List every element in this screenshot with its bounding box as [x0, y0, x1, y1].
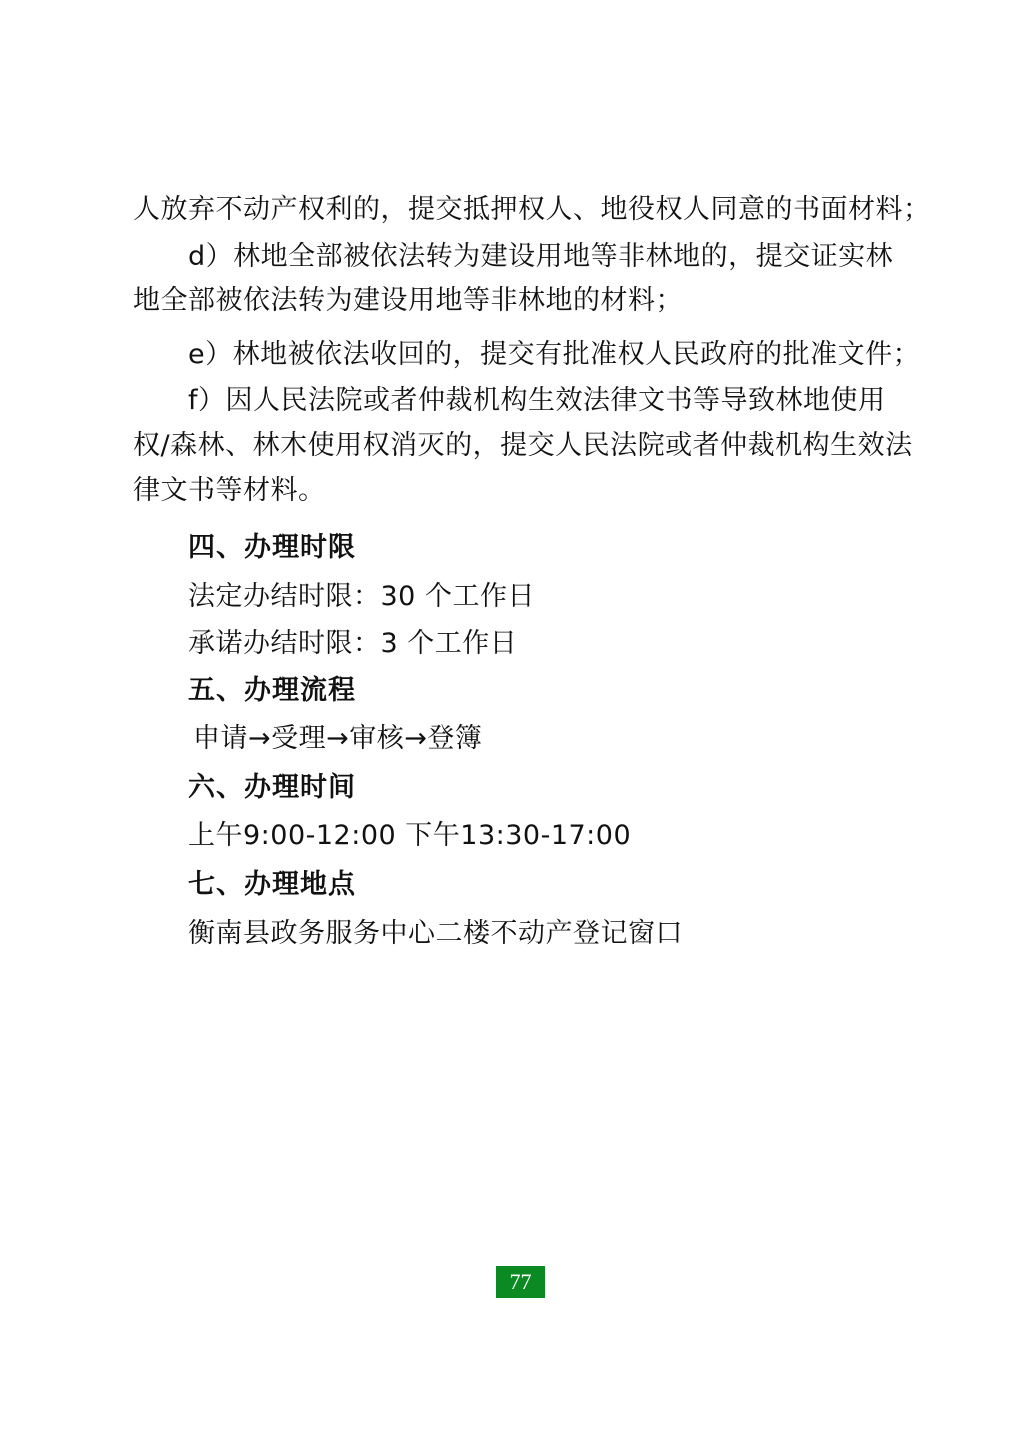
process-flow: 申请→受理→审核→登簿 — [193, 723, 483, 754]
section-heading-location: 七、办理地点 — [188, 869, 356, 900]
body-text-line: 人放弃不动产权利的，提交抵押权人、地役权人同意的书面材料； — [133, 194, 931, 225]
body-text-line: d）林地全部被依法转为建设用地等非林地的，提交证实林 — [188, 241, 894, 272]
body-text-line: e）林地被依法收回的，提交有批准权人民政府的批准文件； — [188, 339, 921, 370]
section-heading-hours: 六、办理时间 — [188, 772, 356, 803]
section-heading-process: 五、办理流程 — [188, 675, 356, 706]
body-text-line: f）因人民法院或者仲裁机构生效法律文书等导致林地使用 — [188, 385, 886, 416]
section-heading-time-limit: 四、办理时限 — [188, 532, 356, 563]
promised-time-limit: 承诺办结时限：3 个工作日 — [188, 628, 518, 659]
page-number-badge: 77 — [496, 1266, 545, 1298]
body-text-line: 地全部被依法转为建设用地等非林地的材料； — [133, 285, 683, 316]
office-hours: 上午9:00-12:00 下午13:30-17:00 — [188, 820, 632, 851]
body-text-line: 权/森林、林木使用权消灭的，提交人民法院或者仲裁机构生效法 — [133, 430, 913, 461]
office-location: 衡南县政务服务中心二楼不动产登记窗口 — [188, 918, 683, 949]
body-text-line: 律文书等材料。 — [133, 475, 326, 506]
legal-time-limit: 法定办结时限：30 个工作日 — [188, 581, 535, 612]
